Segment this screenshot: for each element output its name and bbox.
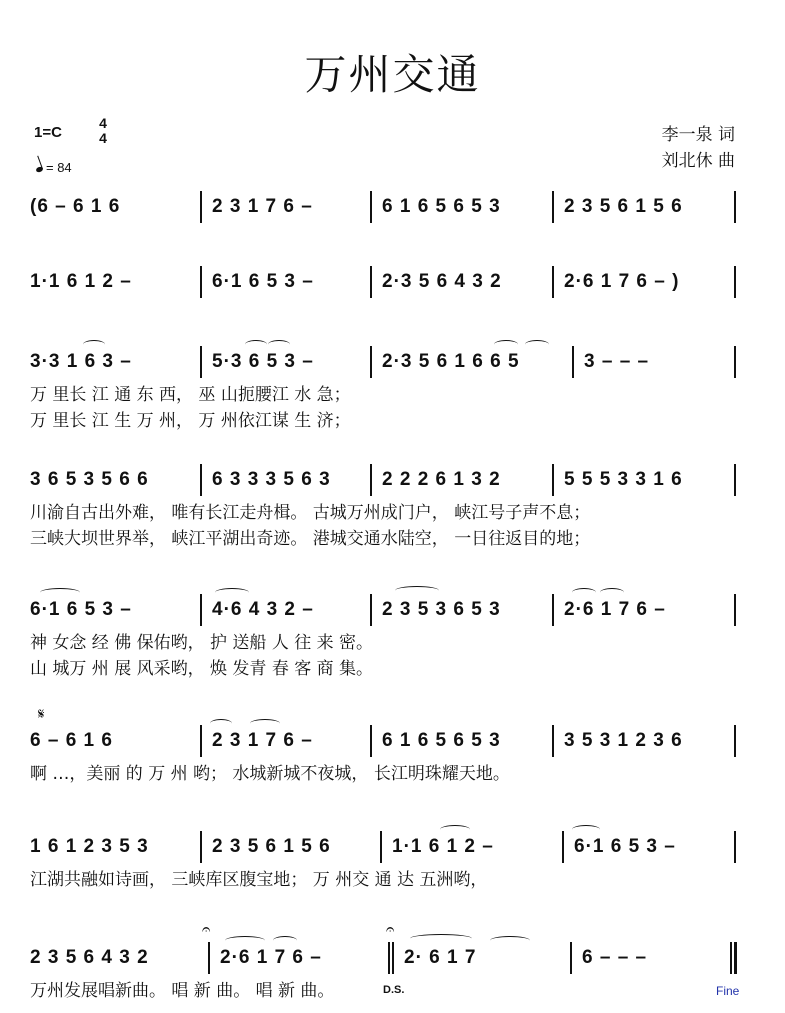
measure: 2 3 5 6 4 3 2: [30, 947, 149, 968]
measure: 2 3 5 3 6 5 3: [382, 599, 501, 620]
measure: 2·6 1 7 6 –: [564, 599, 666, 620]
lyric-verse-1: 川渝自古出外难， 唯有长江走舟楫。 古城万州成门户， 峡江号子声不息；: [30, 503, 591, 523]
barline: [200, 266, 202, 298]
lyric-verse-2: 山 城万 州 展 风采哟， 焕 发青 春 客 商 集。: [30, 659, 374, 679]
measure: 6 – – –: [582, 947, 648, 968]
fermata-icon: 𝄐: [202, 920, 211, 938]
tempo-value: = 84: [46, 160, 72, 175]
measure: 6 3 3 3 5 6 3: [212, 469, 331, 490]
measure: 6 1 6 5 6 5 3: [382, 196, 501, 217]
barline: [734, 831, 736, 863]
measure: 2·3 5 6 4 3 2: [382, 271, 502, 292]
barline: [552, 464, 554, 496]
barline: [734, 191, 736, 223]
barline: [200, 191, 202, 223]
measure: 6 1 6 5 6 5 3: [382, 730, 501, 751]
barline: [562, 831, 564, 863]
barline: [200, 831, 202, 863]
barline: [200, 346, 202, 378]
measure: 1·1 6 1 2 –: [30, 271, 132, 292]
barline: [370, 594, 372, 626]
lyricist-credit: 李一泉 词: [661, 125, 735, 145]
fine-mark: Fine: [716, 984, 740, 998]
barline: [370, 346, 372, 378]
barline: [734, 464, 736, 496]
measure: 1 6 1 2 3 5 3: [30, 836, 149, 857]
final-barline-thin: [730, 942, 732, 974]
time-signature-top: 4: [99, 115, 107, 131]
composer-credit: 刘北休 曲: [661, 151, 735, 171]
time-signature: [96, 116, 110, 146]
measure: 2 3 5 6 1 5 6: [564, 196, 683, 217]
measure: 3·3 1 6 3 –: [30, 351, 132, 372]
barline: [200, 594, 202, 626]
barline: [734, 594, 736, 626]
lyric-verse-1: 万 里长 江 通 东 西， 巫 山扼腰江 水 急；: [30, 385, 351, 405]
measure: 2 2 2 6 1 3 2: [382, 469, 501, 490]
barline: [572, 346, 574, 378]
page-title: 万州交通: [304, 50, 481, 99]
measure: 2 3 1 7 6 –: [212, 730, 313, 751]
barline: [200, 464, 202, 496]
barline: [392, 942, 394, 974]
measure: 3 5 3 1 2 3 6: [564, 730, 683, 751]
measure: 2·3 5 6 1 6 6 5: [382, 351, 520, 372]
dal-segno-mark: D.S.: [383, 984, 405, 996]
time-signature-bottom: 4: [99, 130, 107, 146]
segno-icon: 𝄋: [38, 705, 45, 723]
barline: [388, 942, 390, 974]
barline: [570, 942, 572, 974]
barline: [552, 266, 554, 298]
tempo-marking: [36, 160, 72, 175]
measure: 6·1 6 5 3 –: [574, 836, 676, 857]
measure: 6·1 6 5 3 –: [30, 599, 132, 620]
measure: 2 3 5 6 1 5 6: [212, 836, 331, 857]
final-barline-thick: [734, 942, 737, 974]
lyric-verse-1: 神 女念 经 佛 保佑哟， 护 送船 人 往 来 密。: [30, 633, 374, 653]
barline: [552, 725, 554, 757]
barline: [552, 191, 554, 223]
lyric-line: 啊 …，美丽 的 万 州 哟； 水城新城不夜城， 长江明珠耀天地。: [30, 764, 510, 784]
barline: [734, 725, 736, 757]
measure: 2 3 1 7 6 –: [212, 196, 313, 217]
measure: 3 – – –: [584, 351, 650, 372]
lyric-line: 万州发展唱新曲。 唱 新 曲。 唱 新 曲。: [30, 981, 335, 1001]
barline: [370, 266, 372, 298]
slur: [395, 586, 439, 595]
barline: [200, 725, 202, 757]
barline: [380, 831, 382, 863]
measure: 5·3 6 5 3 –: [212, 351, 314, 372]
slur: [490, 936, 530, 945]
barline: [734, 346, 736, 378]
measure: 2·6 1 7 6 – ): [564, 271, 680, 292]
quarter-note-icon: [35, 166, 43, 173]
lyric-verse-2: 万 里长 江 生 万 州， 万 州依江谋 生 济；: [30, 411, 351, 431]
key-signature: 1=C: [34, 124, 62, 141]
barline: [370, 464, 372, 496]
measure: 6·1 6 5 3 –: [212, 271, 314, 292]
measure: 2·6 1 7 6 –: [220, 947, 322, 968]
barline: [370, 725, 372, 757]
slur: [525, 340, 549, 349]
measure: 6 – 6 1 6: [30, 730, 113, 751]
measure: (6 – 6 1 6: [30, 196, 121, 217]
barline: [552, 594, 554, 626]
slur: [410, 934, 472, 943]
measure: 5 5 5 3 3 1 6: [564, 469, 683, 490]
lyric-verse-2: 三峡大坝世界举， 峡江平湖出奇迹。 港城交通水陆空， 一日往返目的地；: [30, 529, 591, 549]
barline: [370, 191, 372, 223]
measure: 4·6 4 3 2 –: [212, 599, 314, 620]
fermata-icon: 𝄐: [386, 920, 395, 938]
barline: [208, 942, 210, 974]
lyric-line: 江湖共融如诗画， 三峡库区腹宝地； 万 州交 通 达 五洲哟，: [30, 870, 488, 890]
measure: 3 6 5 3 5 6 6: [30, 469, 149, 490]
measure: 1·1 6 1 2 –: [392, 836, 494, 857]
barline: [734, 266, 736, 298]
measure: 2· 6 1 7: [404, 947, 477, 968]
